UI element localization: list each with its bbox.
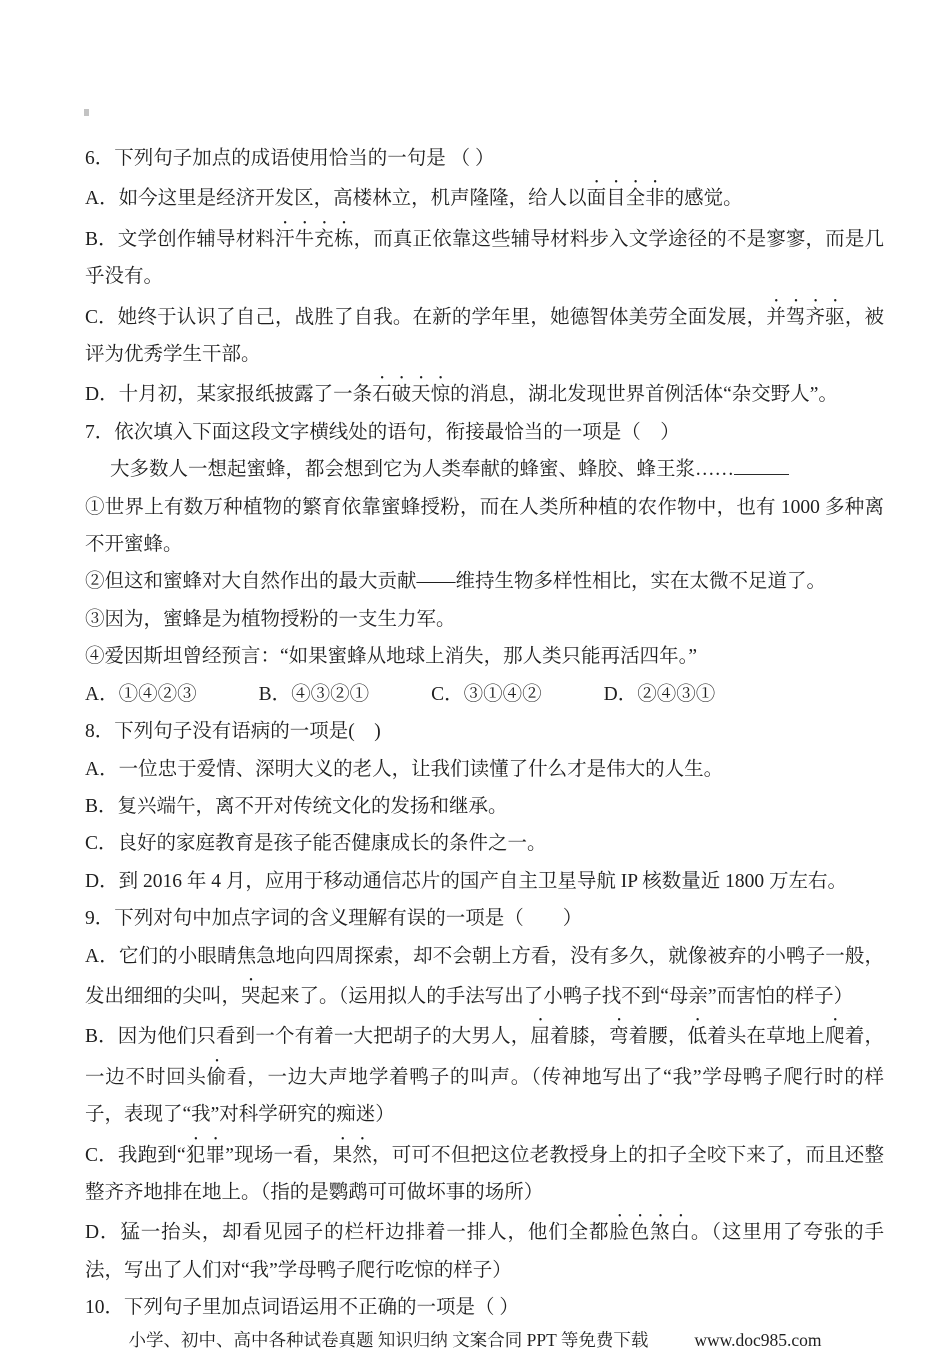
paragraph-q7-intro [85, 451, 884, 488]
footer-site-link[interactable]: www.doc985.com [694, 1329, 822, 1350]
text-run: ②但这和蜜蜂对大自然作出的最大贡献——维持生物多样性相比，实在太微不足道了。 [85, 571, 827, 593]
emphasized-text: 果然 [332, 1144, 373, 1166]
text-run: 7．依次填入下面这段文字横线处的语句，衔接最恰当的一项是（ ） [85, 421, 680, 443]
emphasized-text: 哭 [241, 985, 261, 1007]
paragraph-q8-option-a [85, 751, 884, 788]
text-run: 的感觉。 [664, 188, 743, 210]
option-item: C．③①④② [431, 683, 542, 705]
option-item: D．②④③① [603, 683, 716, 705]
text-run: ①世界上有数万种植物的繁育依靠蜜蜂授粉，而在人类所种植的农作物中，也有 1000 多种离不开蜜蜂。 [85, 496, 884, 556]
text-run: 着腰， [628, 1026, 688, 1048]
emphasized-text: 石破天惊 [372, 384, 451, 406]
emphasized-text: 弯 [609, 1026, 629, 1048]
emphasized-text: 偷 [206, 1066, 227, 1088]
text-run: B．因为他们只看到一个有着一大把胡子的大男人， [85, 1026, 531, 1048]
paragraph-q9-option-a [85, 938, 884, 1016]
paragraph-q6-option-d [85, 373, 884, 413]
paragraph-q7-sentence-2 [85, 563, 884, 600]
text-run: D．到 2016 年 4 月，应用于移动通信芯片的国产自主卫星导航 IP 核数量近 1800 万左右。 [85, 870, 847, 892]
text-run: 看，一边大声地学着鸭子的叫声。（传神地写出了“我”学母鸭子爬行时的样子，表现了“我”对科学研究的痴迷） [85, 1066, 884, 1126]
text-run: ③因为，蜜蜂是为植物授粉的一支生力军。 [85, 608, 456, 630]
paragraph-q6-option-b [85, 218, 884, 296]
text-run: B．复兴端午，离不开对传统文化的发扬和继承。 [85, 795, 508, 817]
paragraph-q9-option-b [85, 1015, 884, 1133]
paragraph-q7-sentence-1 [85, 489, 884, 564]
text-run: 8．下列句子没有语病的一项是( ) [85, 721, 381, 743]
emphasized-text: 面目全非 [586, 188, 665, 210]
text-run: B．文学创作辅导材料 [85, 228, 275, 250]
paragraph-q8-option-b [85, 788, 884, 825]
text-run: ，而真正依靠这些辅导材料步入文学途径的不是寥寥，而是几乎没有。 [85, 228, 884, 288]
emphasized-text: 犯罪 [185, 1144, 226, 1166]
page-footer [0, 1328, 950, 1352]
answer-blank [734, 454, 789, 475]
option-item: B．④③②① [258, 683, 370, 705]
paragraph-q10 [85, 1289, 884, 1326]
text-run: ”现场一看， [225, 1144, 333, 1166]
text-run: 9．下列对句中加点字词的含义理解有误的一项是（ ） [85, 908, 583, 930]
emphasized-text: 脸色煞白 [609, 1222, 691, 1244]
text-run: A．一位忠于爱情、深明大义的老人，让我们读懂了什么才是伟大的人生。 [85, 758, 724, 780]
emphasized-text: 爬 [825, 1026, 845, 1048]
paragraph-q6-option-a [85, 177, 884, 217]
text-run: A．它们的小眼睛焦急地向四周探索，却不会朝上方看，没有多久，就像被弃的小鸭子一般，发出细细的尖叫， [85, 945, 884, 1007]
text-run: ④爱因斯坦曾经预言：“如果蜜蜂从地球上消失，那人类只能再活四年。” [85, 646, 698, 668]
emphasized-text: 并驾齐驱 [766, 306, 845, 328]
text-run: ，被评为优秀学生干部。 [85, 306, 884, 366]
text-run: 6．下列句子加点的成语使用恰当的一句是 （ ） [85, 148, 495, 169]
text-run: 起来了。（运用拟人的手法写出了小鸭子找不到“母亲”而害怕的样子） [260, 985, 854, 1007]
paragraph-q7-options [85, 676, 884, 713]
paragraph-q9-option-c [85, 1134, 884, 1212]
stray-scan-mark [84, 109, 89, 116]
option-item: A．①④②③ [85, 683, 197, 705]
paragraph-q8-option-d [85, 863, 884, 900]
paragraph-q9-option-d [85, 1211, 884, 1289]
paragraph-q7-sentence-3 [85, 601, 884, 638]
text-run: D．十月初，某家报纸披露了一条 [85, 384, 373, 406]
paragraph-q7 [85, 414, 884, 451]
text-run: 10．下列句子里加点词语运用不正确的一项是（ ） [85, 1297, 519, 1319]
paragraph-q8-option-c [85, 825, 884, 862]
text-run: C．她终于认识了自己，战胜了自我。在新的学年里，她德智体美劳全面发展， [85, 306, 767, 328]
paragraph-q8 [85, 713, 884, 750]
paragraph-q7-sentence-4 [85, 638, 884, 675]
text-run: C．我跑到“ [85, 1144, 186, 1166]
emphasized-text: 屈 [530, 1026, 551, 1048]
text-run: D．猛一抬头，却看见园子的栏杆边排着一排人，他们全都 [85, 1222, 610, 1244]
text-run: 着头在草地上 [707, 1026, 826, 1048]
paragraph-q9 [85, 900, 884, 937]
text-run: 。（这里用了夸张的手法，写出了人们对“我”学母鸭子爬行吃惊的样子） [85, 1222, 884, 1281]
emphasized-text: 低 [687, 1026, 708, 1048]
text-run: ，可可不但把这位老教授身上的扣子全咬下来了，而且还整整齐齐地排在地上。（指的是鹦鹉可可做坏事的场所） [85, 1144, 884, 1203]
footer-watermark-text: 小学、初中、高中各种试卷真题 知识归纳 文案合同 PPT 等免费下载 [128, 1329, 649, 1350]
text-run: 大多数人一想起蜜蜂，都会想到它为人类奉献的蜂蜜、蜂胶、蜂王浆…… [110, 459, 735, 481]
text-run: 着，一边不时回头 [85, 1026, 884, 1088]
text-run: 着膝， [550, 1026, 609, 1048]
text-run: 的消息，湖北发现世界首例活体“杂交野人”。 [450, 384, 838, 406]
text-run: C．良好的家庭教育是孩子能否健康成长的条件之一。 [85, 833, 547, 855]
paragraph-q6-option-c [85, 296, 884, 374]
text-run: A．如今这里是经济开发区，高楼林立，机声隆隆，给人以 [85, 188, 587, 210]
emphasized-text: 汗牛充栋 [275, 228, 354, 250]
paragraph-q6 [85, 140, 884, 177]
